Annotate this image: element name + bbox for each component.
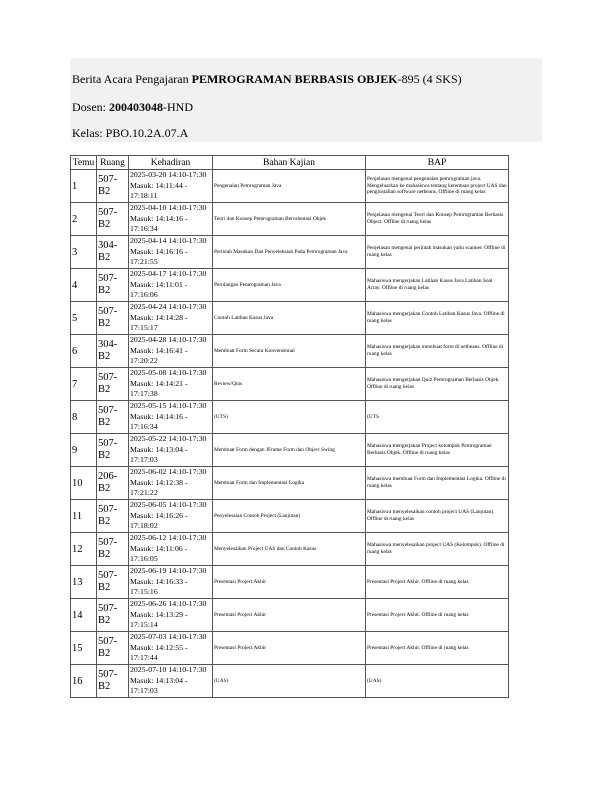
cell-bap [366, 434, 509, 467]
cell-temu [71, 302, 97, 335]
jadwal-value: 2025-06-26 14:10-17:30 [130, 599, 207, 609]
table-row [71, 236, 509, 269]
keluar-value: 17:21:55 [130, 257, 158, 267]
cell-temu [71, 632, 97, 665]
col-header-bahan-kajian: Bahan Kajian [213, 156, 366, 170]
keluar-value: 17:17:03 [130, 455, 158, 465]
bap-value: Presentasi Project Akhir. Offline di ruang kelas [367, 611, 469, 618]
cell-bahan-kajian [213, 170, 366, 203]
ruang-value: 507-B2 [98, 537, 118, 560]
cell-kehadiran [129, 632, 213, 665]
temu-value: 4 [72, 279, 78, 291]
cell-ruang [97, 335, 129, 368]
cell-bahan-kajian [213, 665, 366, 698]
bap-value: Mahasiswa mengerjakan Contoh Latihan Kasus Java. Offline di ruang kelas [367, 311, 505, 324]
bap-value: Mahasiswa mengerjakan Quiz Pemrograman Berbasis Objek. Offline di ruang kelas [367, 377, 500, 390]
masuk-value: Masuk: 14:11:01 - [130, 279, 188, 289]
cell-bahan-kajian [213, 302, 366, 335]
keluar-value: 17:20:22 [130, 356, 158, 366]
cell-kehadiran [129, 566, 213, 599]
bap-value: Mahasiswa mengerjakan Latihan Kasus Java Latihan Soal Array. Offline di ruang kelas [367, 278, 493, 291]
temu-value: 12 [72, 543, 83, 555]
cell-bahan-kajian [213, 434, 366, 467]
temu-value: 6 [72, 345, 78, 357]
cell-bap [366, 401, 509, 434]
cell-kehadiran [129, 467, 213, 500]
cell-temu [71, 368, 97, 401]
cell-bahan-kajian [213, 566, 366, 599]
temu-value: 11 [72, 510, 83, 522]
cell-ruang [97, 269, 129, 302]
course-suffix: -895 (4 SKS) [397, 72, 462, 86]
dosen-suffix: -HND [163, 100, 193, 114]
bahan-value: (UTS) [214, 413, 228, 420]
ruang-value: 507-B2 [98, 570, 118, 593]
jadwal-value: 2025-03-20 14:10-17:30 [130, 170, 207, 180]
jadwal-value: 2025-05-15 14:10-17:30 [130, 401, 207, 411]
dosen-id: 200403048 [109, 100, 163, 114]
cell-kehadiran [129, 401, 213, 434]
masuk-value: Masuk: 14:12:55 - [130, 642, 188, 652]
bahan-value: Menyelesaikan Project UAS dan Contoh Kasus [214, 545, 317, 552]
table-row [71, 467, 509, 500]
cell-ruang [97, 170, 129, 203]
bap-value: Mahasiswa menyelesaikan project UAS (Kelompok). Offline di ruang kelas [367, 542, 505, 555]
ruang-value: 507-B2 [98, 174, 118, 197]
cell-bap [366, 236, 509, 269]
bahan-value: Presentasi Project Akhir [214, 578, 267, 585]
temu-value: 1 [72, 180, 78, 192]
cell-bahan-kajian [213, 533, 366, 566]
ruang-value: 507-B2 [98, 306, 118, 329]
ruang-value: 507-B2 [98, 273, 118, 296]
cell-temu [71, 269, 97, 302]
bap-value: Penjelasan mengenai Teori dan Konsep Pemrograman Berbasis Object. Offline di ruang kelas [367, 212, 504, 225]
cell-ruang [97, 401, 129, 434]
cell-bahan-kajian [213, 203, 366, 236]
cell-kehadiran [129, 170, 213, 203]
jadwal-value: 2025-05-22 14:10-17:30 [130, 434, 207, 444]
bap-table [70, 155, 509, 698]
jadwal-value: 2025-05-08 14:10-17:30 [130, 368, 207, 378]
table-body [71, 170, 509, 698]
jadwal-value: 2025-04-17 14:10-17:30 [130, 269, 207, 279]
keluar-value: 17:21:22 [130, 488, 158, 498]
masuk-value: Masuk: 14:11:06 - [130, 543, 188, 553]
table-row [71, 500, 509, 533]
ruang-value: 507-B2 [98, 603, 118, 626]
cell-kehadiran [129, 203, 213, 236]
kelas-line: Kelas: PBO.10.2A.07.A [72, 126, 189, 140]
cell-kehadiran [129, 236, 213, 269]
jadwal-value: 2025-06-05 14:10-17:30 [130, 500, 207, 510]
temu-value: 2 [72, 213, 78, 225]
ruang-value: 507-B2 [98, 669, 118, 692]
title-prefix: Berita Acara Pengajaran [72, 72, 192, 86]
masuk-value: Masuk: 14:14:16 - [130, 411, 188, 421]
table-row [71, 170, 509, 203]
bap-value: Mahasiswa mengerjakan Project kelompok Pemrograman Berbasis Objek. Offline di ruang kelas [367, 443, 492, 456]
bahan-value: Review/Quis [214, 380, 243, 387]
bap-value: Presentasi Project Akhir. Offline di ruang kelas [367, 578, 469, 585]
table-row [71, 368, 509, 401]
bahan-value: Membuat Form dan Implementasi Logika [214, 479, 305, 486]
cell-kehadiran [129, 269, 213, 302]
cell-ruang [97, 203, 129, 236]
cell-bap [366, 665, 509, 698]
cell-bahan-kajian [213, 269, 366, 302]
masuk-value: Masuk: 14:12:38 - [130, 477, 188, 487]
table-row [71, 302, 509, 335]
keluar-value: 17:16:34 [130, 224, 158, 234]
cell-bahan-kajian [213, 632, 366, 665]
bahan-value: Presentasi Project Akhir [214, 644, 267, 651]
cell-kehadiran [129, 335, 213, 368]
ruang-value: 507-B2 [98, 372, 118, 395]
ruang-value: 206-B2 [98, 471, 118, 494]
jadwal-value: 2025-04-10 14:10-17:30 [130, 203, 207, 213]
jadwal-value: 2025-04-28 14:10-17:30 [130, 335, 207, 345]
jadwal-value: 2025-06-02 14:10-17:30 [130, 467, 207, 477]
cell-temu [71, 236, 97, 269]
dosen-line [72, 100, 193, 115]
cell-ruang [97, 533, 129, 566]
keluar-value: 17:15:16 [130, 587, 158, 597]
temu-value: 3 [72, 246, 78, 258]
course-name: PEMROGRAMAN BERBASIS OBJEK [191, 72, 398, 86]
cell-bap [366, 335, 509, 368]
cell-bap [366, 467, 509, 500]
masuk-value: Masuk: 14:14:28 - [130, 312, 188, 322]
temu-value: 15 [72, 642, 83, 654]
keluar-value: 17:18:11 [130, 191, 158, 201]
cell-kehadiran [129, 533, 213, 566]
ruang-value: 507-B2 [98, 636, 118, 659]
table-row [71, 665, 509, 698]
table-row [71, 533, 509, 566]
table-row [71, 434, 509, 467]
cell-temu [71, 401, 97, 434]
bahan-value: Presentasi Project Akhir [214, 611, 267, 618]
cell-bahan-kajian [213, 335, 366, 368]
cell-temu [71, 467, 97, 500]
cell-kehadiran [129, 599, 213, 632]
temu-value: 10 [72, 477, 83, 489]
cell-temu [71, 665, 97, 698]
temu-value: 16 [72, 675, 83, 687]
cell-temu [71, 566, 97, 599]
keluar-value: 17:16:05 [130, 554, 158, 564]
cell-bahan-kajian [213, 467, 366, 500]
jadwal-value: 2025-04-14 14:10-17:30 [130, 236, 207, 246]
table-row [71, 335, 509, 368]
cell-bap [366, 203, 509, 236]
masuk-value: Masuk: 14:14:21 - [130, 378, 188, 388]
bahan-value: Perintah Masukan Dan Penyeleksian Pada Pemrograman Java [214, 248, 348, 255]
cell-temu [71, 533, 97, 566]
col-header-ruang: Ruang [97, 156, 129, 170]
document-title [72, 72, 462, 87]
cell-bap [366, 500, 509, 533]
table-row [71, 269, 509, 302]
cell-ruang [97, 500, 129, 533]
masuk-value: Masuk: 14:13:04 - [130, 444, 188, 454]
cell-bap [366, 566, 509, 599]
cell-ruang [97, 368, 129, 401]
bahan-value: Contoh Latihan Kasus Java [214, 314, 274, 321]
table-row [71, 599, 509, 632]
cell-temu [71, 170, 97, 203]
cell-ruang [97, 566, 129, 599]
table-header-row [71, 156, 509, 170]
cell-kehadiran [129, 665, 213, 698]
ruang-value: 304-B2 [98, 339, 118, 362]
jadwal-value: 2025-04-24 14:10-17:30 [130, 302, 207, 312]
masuk-value: Masuk: 14:16:41 - [130, 345, 188, 355]
masuk-value: Masuk: 14:13:04 - [130, 675, 188, 685]
bap-value: Mahasiswa mengerjakan membuat form di netbeans. Offline di ruang kelas [367, 344, 504, 357]
bap-value: Penjelasan mengenai pengenalan pemrograman java. Mengeluarkan ke mahasiswa tentang ketentuan project UAS dan penginstallan software netbeans. Offline di ruang kelas [367, 176, 507, 196]
cell-ruang [97, 302, 129, 335]
temu-value: 5 [72, 312, 78, 324]
cell-ruang [97, 665, 129, 698]
keluar-value: 17:15:14 [130, 620, 158, 630]
keluar-value: 17:17:03 [130, 686, 158, 696]
ruang-value: 507-B2 [98, 207, 118, 230]
cell-temu [71, 500, 97, 533]
temu-value: 7 [72, 378, 78, 390]
temu-value: 14 [72, 609, 83, 621]
masuk-value: Masuk: 14:13:29 - [130, 609, 188, 619]
keluar-value: 17:16:34 [130, 422, 158, 432]
cell-temu [71, 335, 97, 368]
cell-bap [366, 533, 509, 566]
jadwal-value: 2025-06-19 14:10-17:30 [130, 566, 207, 576]
col-header-temu: Temu [71, 156, 97, 170]
cell-bap [366, 599, 509, 632]
ruang-value: 304-B2 [98, 240, 118, 263]
table-row [71, 401, 509, 434]
ruang-value: 507-B2 [98, 405, 118, 428]
bap-value: (UAS) [367, 677, 382, 684]
bahan-value: Membuat Form dengan JFrame Form dan Object Swing [214, 446, 335, 453]
keluar-value: 17:17:38 [130, 389, 158, 399]
masuk-value: Masuk: 14:16:26 - [130, 510, 188, 520]
temu-value: 9 [72, 444, 78, 456]
cell-kehadiran [129, 302, 213, 335]
col-header-bap: BAP [366, 156, 509, 170]
keluar-value: 17:15:17 [130, 323, 158, 333]
cell-temu [71, 203, 97, 236]
table-row [71, 566, 509, 599]
jadwal-value: 2025-07-10 14:10-17:30 [130, 665, 207, 675]
cell-temu [71, 599, 97, 632]
table-row [71, 203, 509, 236]
keluar-value: 17:16:06 [130, 290, 158, 300]
cell-bahan-kajian [213, 500, 366, 533]
cell-bap [366, 170, 509, 203]
cell-kehadiran [129, 368, 213, 401]
bap-value: Mahasiswa membuat Form dan Implementasi Logika. Offline di ruang kelas [367, 476, 506, 489]
cell-bahan-kajian [213, 599, 366, 632]
cell-bahan-kajian [213, 401, 366, 434]
bahan-value: (UAS) [214, 677, 229, 684]
cell-bap [366, 632, 509, 665]
dosen-label: Dosen: [72, 100, 109, 114]
cell-bap [366, 368, 509, 401]
masuk-value: Masuk: 14:16:16 - [130, 246, 188, 256]
bahan-value: Perulangan Pemrograman Java [214, 281, 281, 288]
bap-value: Presentasi Project Akhir. Offline di ruang kelas [367, 644, 469, 651]
bahan-value: Membuat Form Secara Konvensional [214, 347, 295, 354]
masuk-value: Masuk: 14:11:44 - [130, 180, 188, 190]
bap-value: Mahasiswa menyelesaikan contoh project UAS (Lanjutan). Offline di ruang kelas [367, 509, 495, 522]
bahan-value: Teori dan Konsep Pemrograman Berorientasi Objek [214, 215, 327, 222]
cell-bahan-kajian [213, 236, 366, 269]
cell-kehadiran [129, 434, 213, 467]
masuk-value: Masuk: 14:16:33 - [130, 576, 188, 586]
cell-bap [366, 302, 509, 335]
cell-ruang [97, 434, 129, 467]
cell-kehadiran [129, 500, 213, 533]
keluar-value: 17:18:02 [130, 521, 158, 531]
cell-bahan-kajian [213, 368, 366, 401]
cell-ruang [97, 236, 129, 269]
jadwal-value: 2025-07-03 14:10-17:30 [130, 632, 207, 642]
cell-ruang [97, 599, 129, 632]
cell-ruang [97, 632, 129, 665]
col-header-kehadiran: Kehadiran [129, 156, 213, 170]
temu-value: 8 [72, 411, 78, 423]
bap-value: (UTS [367, 413, 379, 420]
cell-temu [71, 434, 97, 467]
bahan-value: Penyelesaian Contoh Project (Lanjutan) [214, 512, 301, 519]
table-row [71, 632, 509, 665]
cell-ruang [97, 467, 129, 500]
ruang-value: 507-B2 [98, 504, 118, 527]
keluar-value: 17:17:44 [130, 653, 158, 663]
jadwal-value: 2025-06-12 14:10-17:30 [130, 533, 207, 543]
masuk-value: Masuk: 14:14:16 - [130, 213, 188, 223]
cell-bap [366, 269, 509, 302]
bahan-value: Pengenalan Pemrograman Java [214, 182, 282, 189]
ruang-value: 507-B2 [98, 438, 118, 461]
temu-value: 13 [72, 576, 83, 588]
bap-value: Penjelasan mengenai perintah masukan yaitu scanner. Offline di ruang kelas [367, 245, 506, 258]
